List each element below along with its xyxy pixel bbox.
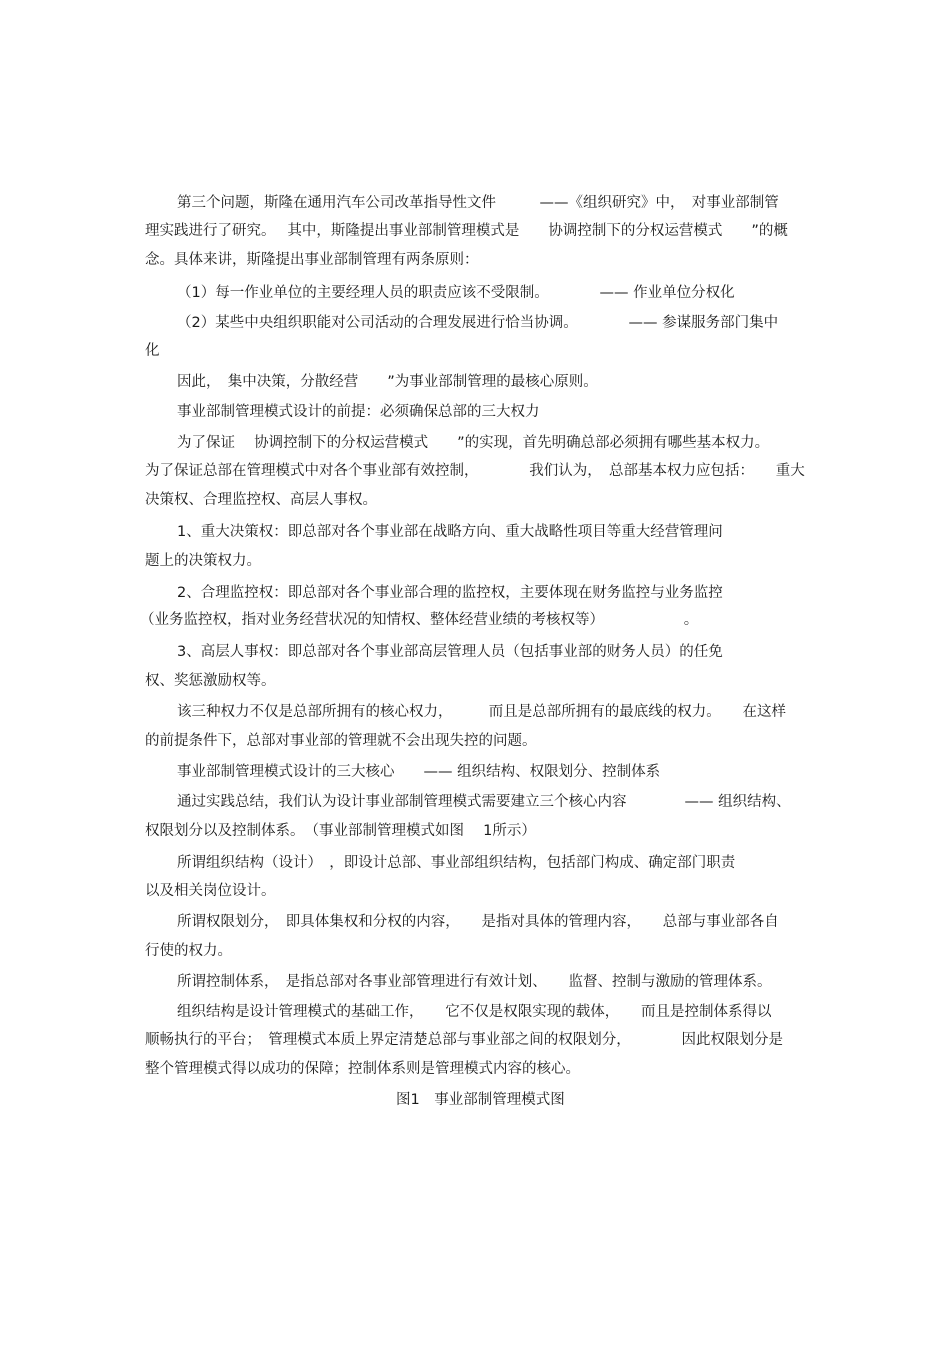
paragraph-line: 的前提条件下，总部对事业部的管理就不会出现失控的问题。 (145, 733, 537, 749)
paragraph-line: 整个管理模式得以成功的保障；控制体系则是管理模式内容的核心。 (145, 1061, 580, 1077)
section-heading: 事业部制管理模式设计的前提：必须确保总部的三大权力 (177, 404, 540, 420)
paragraph-line: 权限划分以及控制体系。 （事业部制管理模式如图 1所示） (145, 823, 536, 839)
paragraph-line: 顺畅执行的平台； 管理模式本质上界定清楚总部与事业部之间的权限划分， 因此权限划分是 (145, 1032, 783, 1048)
paragraph-line: 因此， 集中决策，分散经营 ”为事业部制管理的最核心原则。 (177, 374, 598, 390)
paragraph-line: 为了保证 协调控制下的分权运营模式 ”的实现，首先明确总部必须拥有哪些基本权力。 (177, 435, 770, 451)
paragraph-line: （业务监控权，指对业务经营状况的知情权、整体经营业绩的考核权等） 。 (140, 612, 699, 628)
paragraph-line: 所谓组织结构（设计） ，即设计总部、事业部组织结构，包括部门构成、确定部门职责 (177, 855, 736, 871)
paragraph-line: 以及相关岗位设计。 (145, 883, 276, 899)
paragraph-line: 通过实践总结，我们认为设计事业部制管理模式需要建立三个核心内容 —— 组织结构、 (177, 794, 791, 810)
paragraph-line: 念。具体来讲，斯隆提出事业部制管理有两条原则： (145, 252, 479, 268)
paragraph-line: 该三种权力不仅是总部所拥有的核心权力， 而且是总部所拥有的最底线的权力。 在这样 (177, 704, 786, 720)
paragraph-line: （1）每一作业单位的主要经理人员的职责应该不受限制。 —— 作业单位分权化 (177, 285, 735, 301)
paragraph-line: 所谓权限划分， 即具体集权和分权的内容， 是指对具体的管理内容， 总部与事业部各自 (177, 914, 779, 930)
paragraph-line: 1、重大决策权：即总部对各个事业部在战略方向、重大战略性项目等重大经营管理问 (177, 524, 723, 540)
section-heading: 事业部制管理模式设计的三大核心 —— 组织结构、权限划分、控制体系 (177, 764, 661, 780)
paragraph-line: 题上的决策权力。 (145, 553, 261, 569)
paragraph-line: 3、高层人事权：即总部对各个事业部高层管理人员（包括事业部的财务人员）的任免 (177, 644, 723, 660)
paragraph-line: 组织结构是设计管理模式的基础工作， 它不仅是权限实现的载体， 而且是控制体系得以 (177, 1004, 772, 1020)
paragraph-line: （2）某些中央组织职能对公司活动的合理发展进行恰当协调。 —— 参谋服务部门集中 (177, 315, 779, 331)
paragraph-line: 第三个问题，斯隆在通用汽车公司改革指导性文件 ——《组织研究》中， 对事业部制管 (177, 195, 779, 211)
paragraph-line: 理实践进行了研究。 其中，斯隆提出事业部制管理模式是 协调控制下的分权运营模式 ”的概 (145, 223, 788, 239)
paragraph-line: 化 (145, 343, 160, 359)
paragraph-line: 权、奖惩激励权等。 (145, 673, 276, 689)
paragraph-line: 决策权、合理监控权、高层人事权。 (145, 492, 377, 508)
figure-caption: 图1 事业部制管理模式图 (396, 1092, 565, 1108)
paragraph-line: 为了保证总部在管理模式中对各个事业部有效控制， 我们认为， 总部基本权力应包括： 重大 (145, 463, 805, 479)
paragraph-line: 2、合理监控权：即总部对各个事业部合理的监控权，主要体现在财务监控与业务监控 (177, 585, 723, 601)
paragraph-line: 所谓控制体系， 是指总部对各事业部管理进行有效计划、 监督、控制与激励的管理体系。 (177, 974, 772, 990)
paragraph-line: 行使的权力。 (145, 943, 232, 959)
